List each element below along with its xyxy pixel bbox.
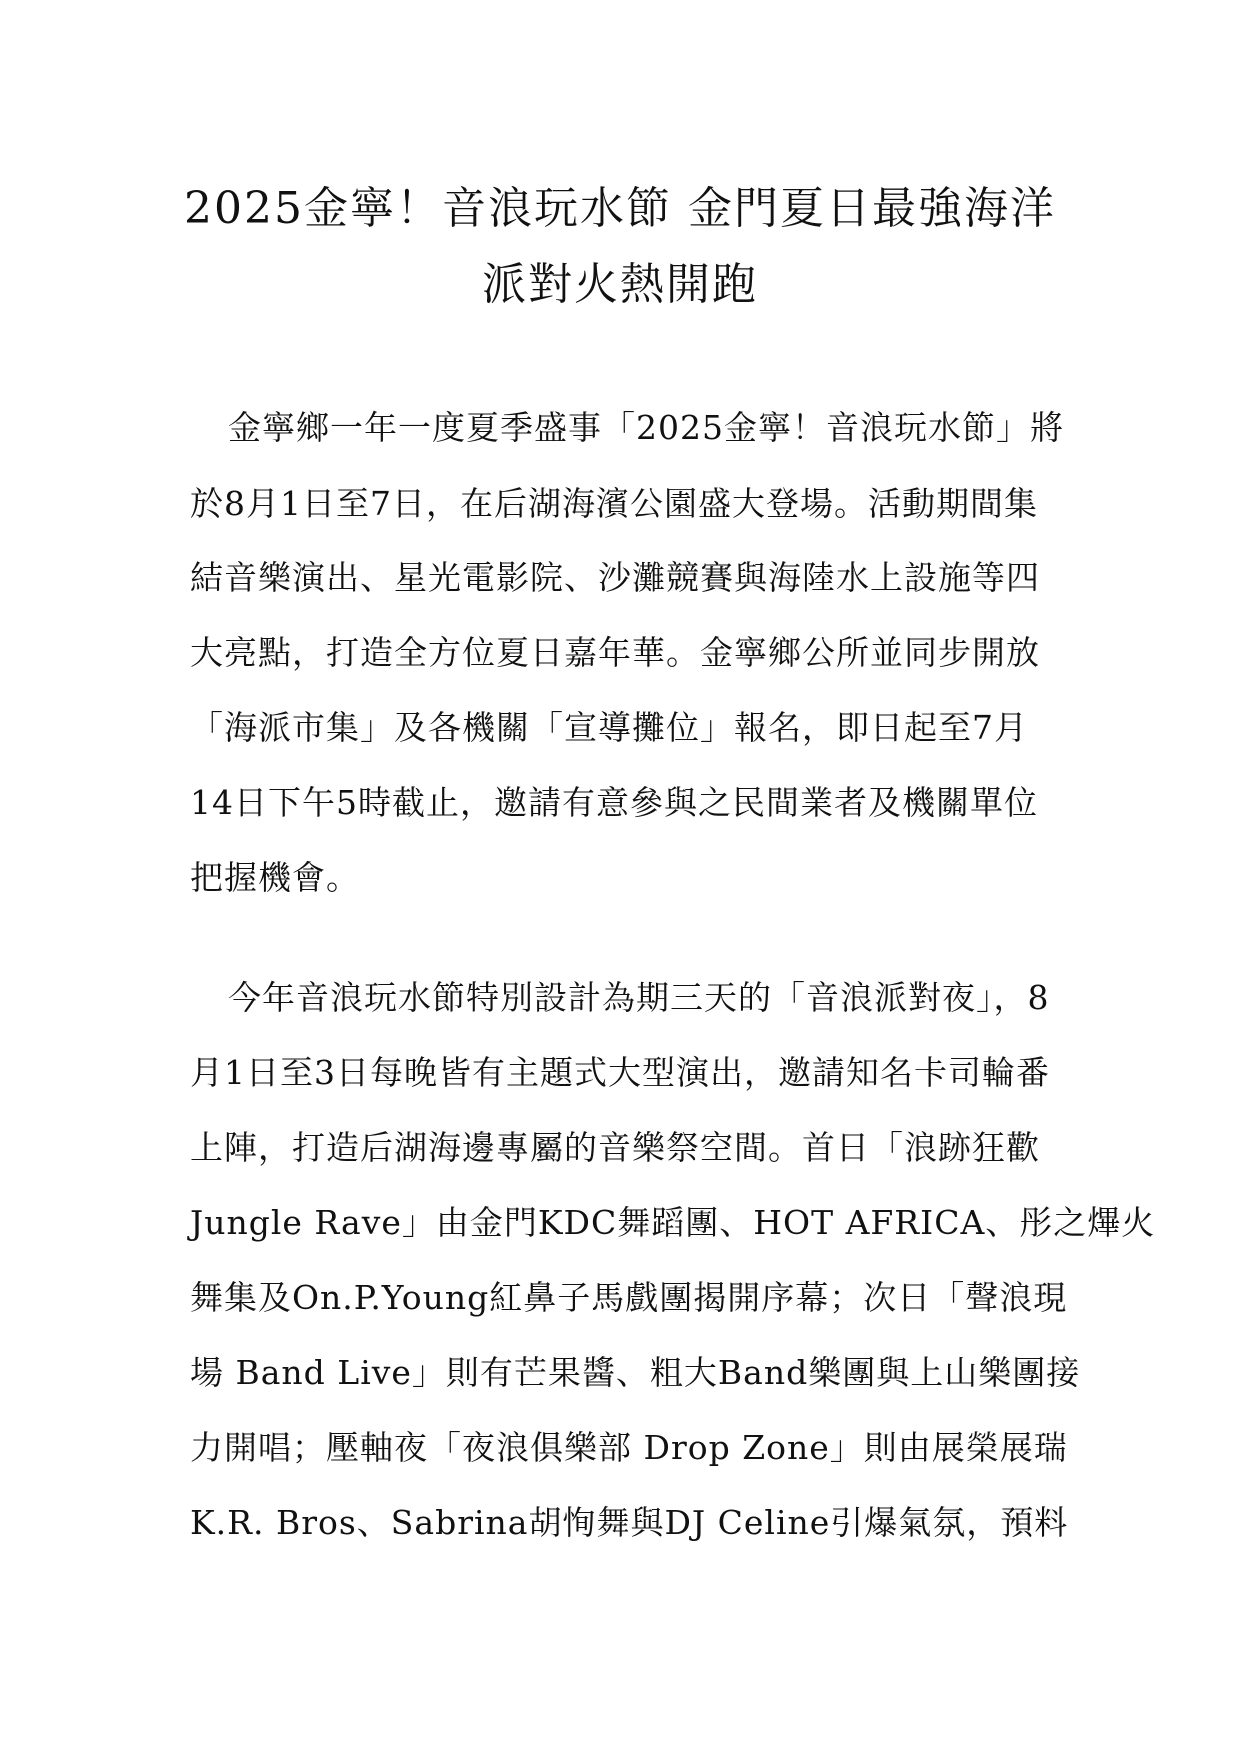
paragraph-2-line-8: K.R. Bros、Sabrina胡恂舞與DJ Celine引爆氣氛，預料 (190, 1503, 1069, 1542)
paragraph-2-line-6: 場 Band Live」則有芒果醬、粗大Band樂團與上山樂團接 (190, 1353, 1081, 1392)
paragraph-1-line-3: 結音樂演出、星光電影院、沙灘競賽與海陸水上設施等四 (190, 558, 1040, 597)
paragraph-1-line-4: 大亮點，打造全方位夏日嘉年華。金寧鄉公所並同步開放 (190, 633, 1040, 672)
document-title-line-2: 派對火熱開跑 (482, 259, 758, 310)
paragraph-2-line-7: 力開唱；壓軸夜「夜浪俱樂部 Drop Zone」則由展榮展瑞 (190, 1428, 1068, 1467)
paragraph-2-line-2: 月1日至3日每晚皆有主題式大型演出，邀請知名卡司輪番 (190, 1053, 1050, 1092)
paragraph-2-line-4: Jungle Rave」由金門KDC舞蹈團、HOT AFRICA、彤之熚火 (190, 1203, 1156, 1242)
paragraph-2-line-1: 今年音浪玩水節特別設計為期三天的「音浪派對夜」，8 (228, 978, 1050, 1017)
paragraph-2-line-5: 舞集及On.P.Young紅鼻子馬戲團揭開序幕；次日「聲浪現 (190, 1278, 1068, 1317)
document-title-line-1: 2025金寧！音浪玩水節 金門夏日最強海洋 (184, 183, 1056, 234)
paragraph-2-line-3: 上陣，打造后湖海邊專屬的音樂祭空間。首日「浪跡狂歡 (190, 1128, 1040, 1167)
paragraph-1-line-7: 把握機會。 (190, 858, 360, 897)
paragraph-1-line-1: 金寧鄉一年一度夏季盛事「2025金寧！音浪玩水節」將 (228, 408, 1064, 447)
paragraph-1-line-5: 「海派市集」及各機關「宣導攤位」報名，即日起至7月 (190, 708, 1028, 747)
paragraph-1-line-2: 於8月1日至7日，在后湖海濱公園盛大登場。活動期間集 (190, 484, 1038, 523)
paragraph-1-line-6: 14日下午5時截止，邀請有意參與之民間業者及機關單位 (190, 783, 1038, 822)
